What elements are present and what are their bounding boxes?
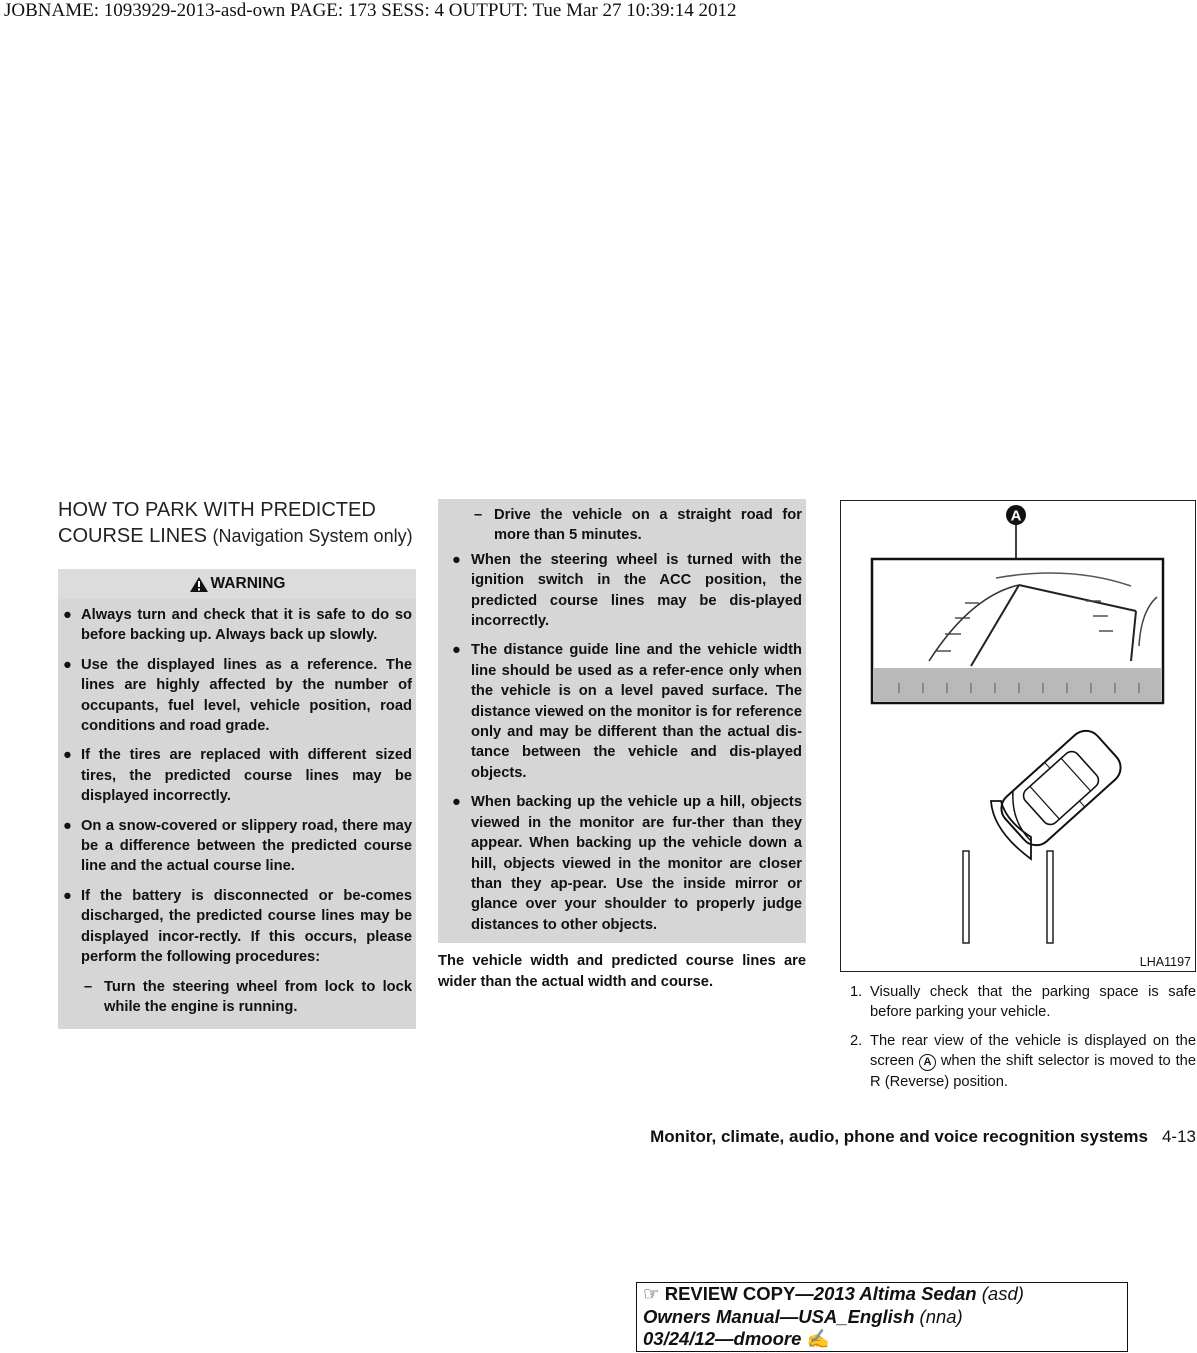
warning-triangle-icon <box>189 576 209 593</box>
warning-item: ● When backing up the vehicle up a hill, objects viewed in the monitor are fur-ther than they appear. When backing up the vehicle down a hill, objects viewed in the monitor are closer than they ap-pear. Use the inside mirror or glance over your shoulder to properly judge distances to other objects. <box>452 794 802 933</box>
writing-hand-icon: ✍ <box>806 1328 830 1350</box>
review-line-1 <box>643 1283 1121 1306</box>
column-left <box>58 497 416 1029</box>
step-number: 1. <box>850 984 863 1000</box>
warning-item: ● On a snow-covered or slippery road, there may be a difference between the predicted course line and the actual course line. <box>63 817 412 875</box>
warning-box-continued <box>438 499 806 943</box>
page-footer <box>556 1127 1196 1147</box>
warning-item-text: When backing up the vehicle up a hill, objects viewed in the monitor are fur-ther than they appear. When backing up the vehicle down a hill, objects viewed in the monitor are closer than they ap-pear. Use the inside mirror or glance over your shoulder to properly judge distances to other objects. <box>471 794 802 933</box>
review-model: 2013 Altima Sedan <box>813 1283 977 1304</box>
warning-item-text: The distance guide line and the vehicle width line should be used as a refer-ence only when the vehicle is on a level paved surface. The distance viewed on the monitor is for reference only and may be different than the actual dis-tance between the vehicle and dis-played objects. <box>471 642 802 781</box>
warning-body <box>58 599 416 1029</box>
step-text-before: The rear view of the vehicle is displayed on the screen <box>870 1032 1196 1070</box>
note-text: The vehicle width and predicted course lines are wider than the actual width and course. <box>438 953 806 990</box>
warning-subitem-text: Turn the steering wheel from lock to lock while the engine is running. <box>104 978 412 1015</box>
warning-box <box>58 569 416 1029</box>
rear-view-figure <box>840 500 1196 972</box>
section-title-main: HOW TO PARK WITH PREDICTED COURSE LINES <box>58 499 376 547</box>
step-item <box>846 982 1196 1023</box>
warning-heading-text: WARNING <box>210 575 286 592</box>
warning-item: ● The distance guide line and the vehicle width line should be used as a refer-ence only when the vehicle is on a level paved surface. The distance viewed on the monitor is for reference only and may be different than the actual dis-tance between the vehicle and dis-played objects. <box>452 642 802 781</box>
review-copy-stamp <box>636 1282 1128 1352</box>
step-text-after: when the shift selector is moved to the R (Reverse) position. <box>870 1053 1196 1090</box>
step-text: Visually check that the parking space is safe before parking your vehicle. <box>870 984 1196 1021</box>
warning-item: ● If the battery is disconnected or be-comes discharged, the predicted course lines may be displayed incor-rectly. If this occurs, please perform the following procedures: <box>63 887 412 966</box>
warning-subitem: – Turn the steering wheel from lock to lock while the engine is running. <box>84 978 412 1015</box>
warning-subitem: – Drive the vehicle on a straight road for more than 5 minutes. <box>474 507 802 544</box>
review-label: REVIEW COPY— <box>664 1283 814 1304</box>
review-model-code: (asd) <box>981 1283 1024 1304</box>
figure-illustration <box>841 501 1195 971</box>
callout-a-label: A <box>1010 507 1022 525</box>
warning-item-text: When the steering wheel is turned with the ignition switch in the ACC position, the predicted course lines may be dis-played incorrectly. <box>471 551 802 630</box>
review-manual-code: (nna) <box>919 1305 963 1327</box>
warning-item: ● Use the displayed lines as a reference. The lines are highly affected by the number of occupants, fuel level, vehicle position, road conditions and road grade. <box>63 656 412 735</box>
footer-section-title: Monitor, climate, audio, phone and voice recognition systems <box>650 1127 1148 1146</box>
car-illustration <box>995 724 1127 852</box>
warning-heading <box>58 569 416 599</box>
section-title-sub: (Navigation System only) <box>212 526 413 546</box>
warning-item: ● When the steering wheel is turned with the ignition switch in the ACC position, the predicted course lines may be dis-played incorrectly. <box>452 551 802 630</box>
review-date: 03/24/12—dmoore <box>643 1328 802 1350</box>
warning-item-text: Always turn and check that it is safe to do so before backing up. Always back up slowly. <box>81 607 412 644</box>
review-manual: Owners Manual—USA_English <box>643 1305 915 1327</box>
page-number: 4-13 <box>1161 1127 1196 1146</box>
warning-item: ● If the tires are replaced with different sized tires, the predicted course lines may be displayed incorrectly. <box>63 747 412 805</box>
warning-item-text: If the tires are replaced with different sized tires, the predicted course lines may be displayed incorrectly. <box>81 747 412 805</box>
review-line-2 <box>643 1306 1121 1329</box>
warning-item-text: If the battery is disconnected or be-comes discharged, the predicted course lines may be displayed incor-rectly. If this occurs, please perform the following procedures: <box>81 887 412 966</box>
callout-a-ref: A <box>919 1054 936 1071</box>
warning-item-text: On a snow-covered or slippery road, there may be a difference between the predicted course line and the actual course line. <box>81 817 412 875</box>
figure-label: LHA1197 <box>1139 955 1191 969</box>
warning-item-text: Use the displayed lines as a reference. The lines are highly affected by the number of occupants, fuel level, vehicle position, road conditions and road grade. <box>81 656 412 735</box>
job-header: JOBNAME: 1093929-2013-asd-own PAGE: 173 SESS: 4 OUTPUT: Tue Mar 27 10:39:14 2012 <box>4 0 737 21</box>
step-item <box>846 1031 1196 1092</box>
column-right-steps <box>846 982 1196 1100</box>
pointing-hand-icon: ☞ <box>643 1283 660 1304</box>
warning-item: ● Always turn and check that it is safe to do so before backing up. Always back up slowly. <box>63 607 412 644</box>
review-line-3 <box>643 1328 1121 1351</box>
column-middle <box>438 499 806 992</box>
step-number: 2. <box>850 1032 863 1049</box>
section-title <box>58 497 416 549</box>
warning-subitem-text: Drive the vehicle on a straight road for more than 5 minutes. <box>494 507 802 544</box>
